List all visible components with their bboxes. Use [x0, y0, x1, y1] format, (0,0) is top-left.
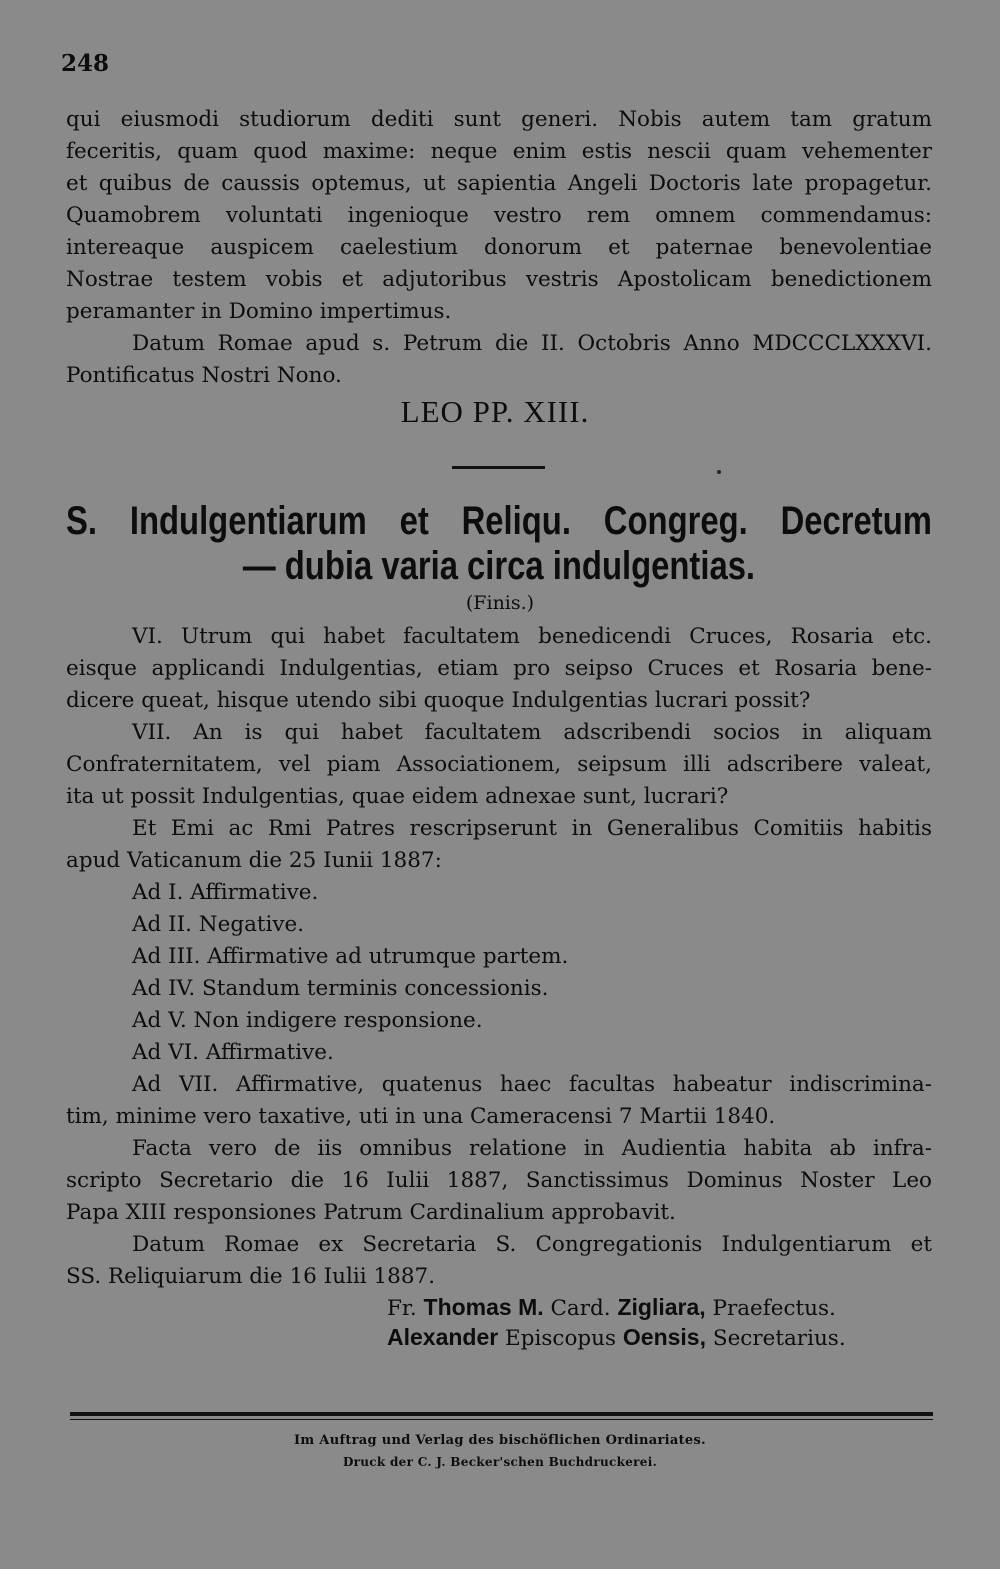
text-line: apud Vaticanum die 25 Iunii 1887: [66, 848, 442, 873]
text-line: Pontificatus Nostri Nono. [66, 363, 342, 388]
signature-text: LEO PP. XIII. [400, 394, 590, 429]
answer-line: Ad I. Affirmative. [132, 880, 319, 905]
text-line: Datum Romae ex Secretaria S. Congregationis Indulgentiarum et [132, 1232, 932, 1257]
signatory-secretary [387, 1322, 846, 1354]
papal-signature [0, 394, 1000, 430]
signatory-prefect [387, 1292, 836, 1324]
text-line: intereaque auspicem caelestium donorum et paternae benevolentiae [66, 235, 932, 260]
decree-heading-line2: — dubia varia circa indulgentias. [242, 544, 756, 588]
text-line: Confraternitatem, vel piam Associationem, seipsum illi adscribere valeat, [66, 752, 932, 777]
signatory-name: Alexander [387, 1324, 499, 1350]
text-line: Et Emi ac Rmi Patres rescripserunt in Generalibus Comitiis habitis [132, 816, 932, 841]
text-line: et quibus de caussis optemus, ut sapientia Angeli Doctoris late propagetur. [66, 171, 932, 196]
answer-line: Ad III. Affirmative ad utrumque partem. [132, 944, 569, 969]
text-line: dicere queat, hisque utendo sibi quoque Indulgentias lucrari possit? [66, 688, 811, 713]
text-line: eisque applicandi Indulgentias, etiam pro seipso Cruces et Rosaria bene- [66, 656, 932, 681]
text-line: tim, minime vero taxative, uti in una Cameracensi 7 Martii 1840. [66, 1104, 776, 1129]
answer-line: Ad VII. Affirmative, quatenus haec facultas habeatur indiscrimina- [132, 1072, 932, 1097]
answer-line: Ad IV. Standum terminis concessionis. [132, 976, 549, 1001]
answer-line: Ad VI. Affirmative. [132, 1040, 334, 1065]
text-line: Quamobrem voluntati ingenioque vestro rem omnem commendamus: [66, 203, 932, 228]
text-line: ita ut possit Indulgentias, quae eidem adnexae sunt, lucrari? [66, 784, 729, 809]
signatory-title: Episcopus [498, 1326, 623, 1351]
signatory-role: Praefectus. [705, 1296, 836, 1321]
answer-line: Ad II. Negative. [132, 912, 305, 937]
text-line: Papa XIII responsiones Patrum Cardinalium approbavit. [66, 1200, 676, 1225]
signatory-name: Thomas M. [423, 1294, 544, 1320]
question-vi: VI. Utrum qui habet facultatem benedicendi Cruces, Rosaria etc. [132, 624, 932, 649]
imprint-publisher: Im Auftrag und Verlag des bischöflichen Ordinariates. [294, 1433, 706, 1448]
text-line: Facta vero de iis omnibus relatione in Audientia habita ab infra- [132, 1136, 932, 1161]
decree-heading-line1: S. Indulgentiarum et Reliqu. Congreg. Decretum [66, 499, 932, 543]
ink-dot [717, 470, 721, 474]
text-line: SS. Reliquiarum die 16 Iulii 1887. [66, 1264, 436, 1289]
imprint-printer: Druck der C. J. Becker'schen Buchdruckerei. [342, 1455, 658, 1469]
text-line: peramanter in Domino impertimus. [66, 299, 452, 324]
text-line: feceritis, quam quod maxime: neque enim estis nescii quam vehementer [66, 139, 932, 164]
signatory-surname: Zigliara, [617, 1294, 706, 1320]
text-line: Nostrae testem vobis et adjutoribus vestris Apostolicam benedictionem [66, 267, 932, 292]
signatory-prefix: Fr. [387, 1296, 424, 1321]
answer-line: Ad V. Non indigere responsione. [132, 1008, 483, 1033]
text-line: qui eiusmodi studiorum dediti sunt generi. Nobis autem tam gratum [66, 107, 932, 132]
text-line: scripto Secretario die 16 Iulii 1887, Sanctissimus Dominus Noster Leo [66, 1168, 932, 1193]
footer-rule-thin [70, 1419, 933, 1420]
intro-paragraph [66, 104, 932, 392]
signatory-role: Secretarius. [706, 1326, 846, 1351]
page-number: 248 [61, 50, 110, 77]
footer-rule-thick [70, 1412, 933, 1416]
question-vii: VII. An is qui habet facultatem adscribendi socios in aliquam [132, 720, 932, 745]
signatory-see: Oensis, [622, 1324, 706, 1350]
decree-body [66, 621, 932, 1293]
separator-rule [452, 466, 545, 469]
finis-label: (Finis.) [465, 592, 535, 614]
date-line: Datum Romae apud s. Petrum die II. Octobris Anno MDCCCLXXXVI. [132, 331, 932, 356]
signatory-title: Card. [543, 1296, 618, 1321]
